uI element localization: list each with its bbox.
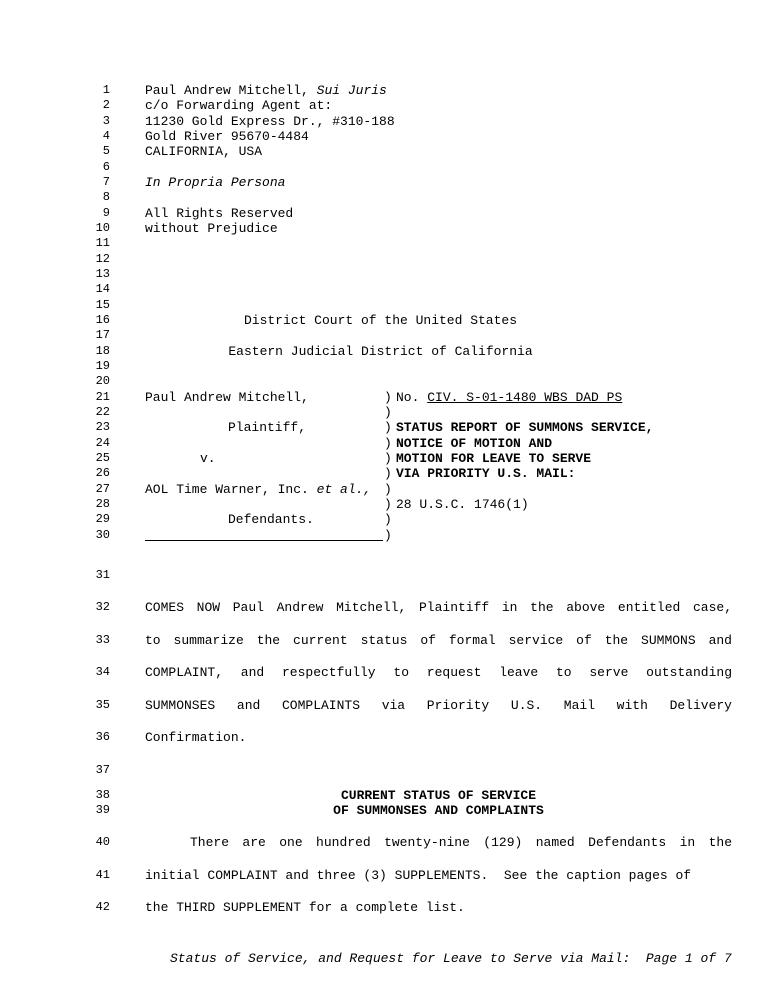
paragraph-line: SUMMONSES and COMPLAINTS via Priority U.S. Mail with Delivery [145, 698, 732, 713]
line-number: 14 [95, 282, 110, 296]
paragraph-line: initial COMPLAINT and three (3) SUPPLEMENTS. See the caption pages of [145, 868, 692, 883]
line-number: 40 [95, 835, 110, 849]
caption-paren: ) [384, 482, 392, 497]
doc-title-2: NOTICE OF MOTION AND [396, 436, 553, 451]
author-status: Sui Juris [316, 83, 387, 98]
case-number: CIV. S-01-1480 WBS DAD PS [427, 390, 623, 405]
caption-paren: ) [384, 528, 392, 543]
caption-paren: ) [384, 451, 392, 466]
paragraph-line: to summarize the current status of formal service of the SUMMONS and [145, 633, 732, 648]
paragraph-line: There are one hundred twenty-nine (129) named Defendants in the [190, 835, 732, 850]
line-number: 32 [95, 600, 110, 614]
author-name: Paul Andrew Mitchell, [145, 83, 309, 98]
case-number-line [396, 390, 622, 405]
caption-paren: ) [384, 405, 392, 420]
address-line-4: CALIFORNIA, USA [145, 144, 263, 159]
line-number: 31 [95, 568, 110, 582]
line-number: 37 [95, 763, 110, 777]
line-number: 5 [102, 144, 110, 158]
line-number: 16 [95, 313, 110, 327]
caption-paren: ) [384, 512, 392, 527]
line-number: 20 [95, 374, 110, 388]
line-number: 28 [95, 497, 110, 511]
line-number: 3 [102, 114, 110, 128]
address-line-1: c/o Forwarding Agent at: [145, 98, 333, 113]
line-number: 11 [95, 236, 110, 250]
line-number: 7 [102, 175, 110, 189]
line-number: 42 [95, 900, 110, 914]
in-propria-persona: In Propria Persona [145, 175, 286, 190]
paragraph-line: the THIRD SUPPLEMENT for a complete list. [145, 900, 465, 915]
line-number: 18 [95, 344, 110, 358]
line-number: 12 [95, 252, 110, 266]
line-number: 38 [95, 788, 110, 802]
line-number: 34 [95, 665, 110, 679]
line-number: 15 [95, 298, 110, 312]
line-number: 23 [95, 420, 110, 434]
court-district: Eastern Judicial District of California [228, 344, 533, 359]
line-number: 29 [95, 512, 110, 526]
caption-underline [145, 540, 383, 541]
without-prejudice: without Prejudice [145, 221, 278, 236]
line-number: 30 [95, 528, 110, 542]
line-number: 26 [95, 466, 110, 480]
caption-paren: ) [384, 390, 392, 405]
paragraph-line: COMES NOW Paul Andrew Mitchell, Plaintiff in the above entitled case, [145, 600, 732, 615]
line-number: 36 [95, 730, 110, 744]
doc-title-3: MOTION FOR LEAVE TO SERVE [396, 451, 592, 466]
line-number: 8 [102, 190, 110, 204]
line-number: 33 [95, 633, 110, 647]
author-line [145, 83, 387, 98]
line-number: 4 [102, 129, 110, 143]
line-number: 41 [95, 868, 110, 882]
caption-plaintiff-label: Plaintiff, [228, 420, 307, 435]
address-line-3: Gold River 95670-4484 [145, 129, 309, 144]
case-number-prefix: No. [396, 390, 420, 405]
line-number: 21 [95, 390, 110, 404]
paragraph-line: COMPLAINT, and respectfully to request leave to serve outstanding [145, 665, 732, 680]
caption-defendant [145, 482, 371, 497]
statute-reference: 28 U.S.C. 1746(1) [396, 497, 529, 512]
line-number: 6 [102, 160, 110, 174]
caption-plaintiff-name: Paul Andrew Mitchell, [145, 390, 309, 405]
rights-reserved: All Rights Reserved [145, 206, 294, 221]
line-number: 1 [102, 83, 110, 97]
line-number: 22 [95, 405, 110, 419]
caption-paren: ) [384, 436, 392, 451]
doc-title-4: VIA PRIORITY U.S. MAIL: [396, 466, 576, 481]
address-line-2: 11230 Gold Express Dr., #310-188 [145, 114, 395, 129]
line-number: 17 [95, 328, 110, 342]
line-number: 9 [102, 206, 110, 220]
section-heading-2: OF SUMMONSES AND COMPLAINTS [333, 803, 544, 818]
caption-paren: ) [384, 420, 392, 435]
line-number: 13 [95, 267, 110, 281]
line-number: 2 [102, 98, 110, 112]
line-number: 10 [95, 221, 110, 235]
caption-versus: v. [200, 451, 216, 466]
line-number: 19 [95, 359, 110, 373]
line-number: 39 [95, 803, 110, 817]
doc-title-1: STATUS REPORT OF SUMMONS SERVICE, [396, 420, 654, 435]
caption-defendant-label: Defendants. [228, 512, 314, 527]
line-number: 24 [95, 436, 110, 450]
caption-et-al: et al., [316, 482, 372, 497]
line-number: 25 [95, 451, 110, 465]
caption-defendant-name: AOL Time Warner, Inc. [145, 482, 309, 497]
line-number: 35 [95, 698, 110, 712]
caption-paren: ) [384, 466, 392, 481]
page-footer: Status of Service, and Request for Leave to Serve via Mail: Page 1 of 7 [170, 951, 732, 966]
section-heading-1: CURRENT STATUS OF SERVICE [340, 788, 537, 803]
line-number: 27 [95, 482, 110, 496]
court-name: District Court of the United States [243, 313, 518, 328]
caption-paren: ) [384, 497, 392, 512]
paragraph-line: Confirmation. [145, 730, 247, 745]
